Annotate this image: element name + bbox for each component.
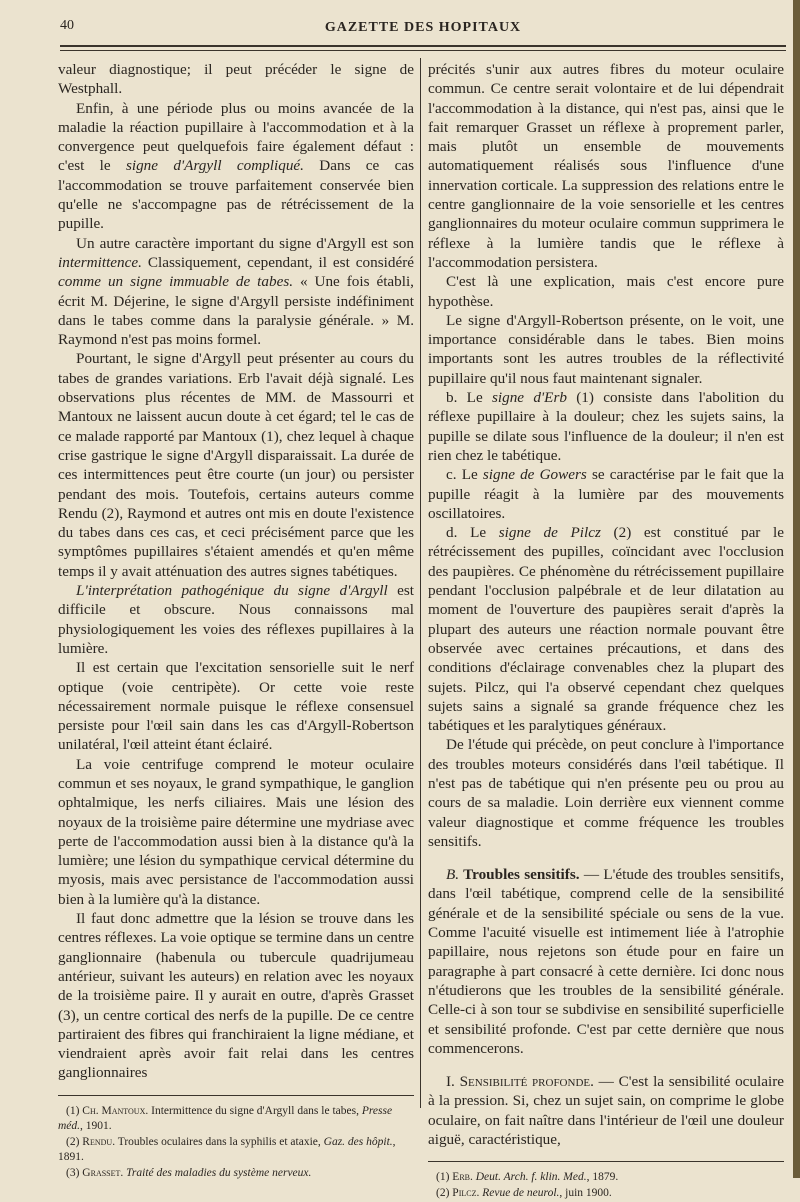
paragraph: Un autre caractère important du signe d'Argyll est son intermittence. Classiquement, cependant, il est considéré comme un signe immuable de tabes. « Une fois établi, écrit M. Déjerine, le signe d'Argyll persiste indéfiniment dans le tabes comme dans la paralysie générale. » M. Raymond n'est pas moins formel. xyxy=(58,234,414,349)
left-column xyxy=(58,60,414,1182)
paragraph: d. Le signe de Pilcz (2) est constitué par le rétrécissement des pupilles, coïncidant avec l'occlusion des paupières. Ce phénomène du rétrécissement pupillaire pendant l'occlusion palpébrale et de leur dilatation au moment de l'ouverture des paupières serait d'après la plupart des auteurs une réaction normale pouvant être observée avec certaines précautions, et dans des conditions d'éclairage convenables chez la plupart des sujets. Pilcz, qui l'a observé cependant chez quelques sujets sains a signalé sa grande fréquence chez les tabétiques et les paralytiques généraux. xyxy=(428,524,784,735)
page-edge-shadow xyxy=(793,0,800,1178)
column-divider xyxy=(420,58,421,1108)
paragraph: La voie centrifuge comprend le moteur oculaire commun et ses noyaux, le grand sympathique, le ganglion ophtalmique, les nerfs ciliaires. Mais une lésion des noyaux de la troisième paire détermine une mydriase avec perte de l'accommodation aussi bien à la distance qu'à la lumière; une lésion du sympathique cervical détermine du myosis, mais avec persistance de l'accommodation aussi bien à la lumière qu'à la distance. xyxy=(58,755,414,908)
section-heading-paragraph: B. Troubles sensitifs. — L'étude des troubles sensitifs, dans l'œil tabétique, comprend celle de la sensibilité générale et de la sensibilité spéciale ou sens de la vue. Comme l'acuité visuelle est intimement liée à l'atrophie papillaire, nous rejetons son étude pour en faire un paragraphe à part consacré à cette dernière. Ici donc nous n'étudierons que les troubles de la sensibilité générale. Celle-ci à son tour se subdivise en sensibilité superficielle et sensibilité profonde. C'est par cette dernière que nous commencerons. xyxy=(428,866,784,1057)
journal-title: GAZETTE DES HOPITAUX xyxy=(324,20,522,35)
footnotes xyxy=(58,1104,414,1181)
footnote: (2) Pilcz. Revue de neurol., juin 1900. xyxy=(436,1187,612,1200)
paragraph: valeur diagnostique; il peut précéder le signe de Westphall. xyxy=(58,61,414,98)
footnote: (3) Grasset. Traité des maladies du système nerveux. xyxy=(66,1166,312,1179)
footnotes xyxy=(428,1170,784,1201)
paragraph: Le signe d'Argyll-Robertson présente, on le voit, une importance considérable dans le tabes. Bien moins importants sont les autres troubles de la réflectivité pupillaire qu'il nous faut maintenant signaler. xyxy=(428,311,784,387)
page-header xyxy=(60,18,786,42)
paragraph: C'est là une explication, mais c'est encore pure hypothèse. xyxy=(428,273,784,310)
paragraph: b. Le signe d'Erb (1) consiste dans l'abolition du réflexe pupillaire à la douleur; chez les sujets sains, la pupille se dilate sous l'influence de la douleur; il n'en est rien chez le tabétique. xyxy=(428,389,784,464)
paragraph: c. Le signe de Gowers se caractérise par le fait que la pupille réagit à la lumière par des mouvements oscillatoires. xyxy=(428,466,784,522)
paragraph: précités s'unir aux autres fibres du moteur oculaire commun. Ce centre serait volontaire et de lui dépendrait l'accommodation à la distance, qui n'est pas, ainsi que le fait remarquer Grasset un réflexe à proprement parler, mais plutôt un ensemble de mouvements automatiquement réalisés sous l'influence d'une innervation corticale. La suppression des relations entre le centre ganglionnaire de la voie sensorielle et les centres ganglionnaires du moteur oculaire commun supprimera le réflexe à la lumière tandis que le réflexe à l'accommodation persistera. xyxy=(428,61,784,271)
page-number: 40 xyxy=(60,18,74,33)
header-rule-thin xyxy=(60,50,786,51)
footnote: (1) Erb. Deut. Arch. f. klin. Med., 1879. xyxy=(436,1171,619,1184)
paragraph: De l'étude qui précède, on peut conclure à l'importance des troubles moteurs considérés dans l'œil tabétique. Il n'est pas de tabétique qui n'en présente peu ou prou au cours de sa maladie. Loin derrière eux viennent comme valeur diagnostique et comme fréquence les troubles sensitifs. xyxy=(428,736,784,850)
paragraph: I. Sensibilité profonde. — C'est la sensibilité oculaire à la pression. Si, chez un sujet sain, on comprime le globe oculaire, on fait naître dans l'intérieur de l'œil une douleur aiguë, caractéristique, xyxy=(428,1073,784,1149)
paragraph: Enfin, à une période plus ou moins avancée de la maladie la réaction pupillaire à l'accommodation et à la convergence peut quelquefois faire également défaut : c'est le signe d'Argyll compliqué. Dans ce cas l'accommodation se trouve parfaitement conservée bien qu'elle ne s'accompagne pas de rétrécissement de la pupille. xyxy=(58,99,414,233)
footnote: (2) Rendu. Troubles oculaires dans la syphilis et ataxie, Gaz. des hôpit., 1891. xyxy=(58,1135,396,1163)
paragraph: L'interprétation pathogénique du signe d'Argyll est difficile et obscure. Nous connaissons mal physiologiquement les voies des réflexes pupillaires à la lumière. xyxy=(58,582,414,657)
paragraph: Il est certain que l'excitation sensorielle suit le nerf optique (voie centripète). Or cette voie reste nécessairement normale puisque le réflexe consensuel persiste pour l'œil sain dans les cas d'Argyll-Robertson unilatéral, l'œil atteint étant éclairé. xyxy=(58,659,414,754)
footnote-rule xyxy=(58,1095,414,1096)
paragraph: Pourtant, le signe d'Argyll peut présenter au cours du tabes de grandes variations. Erb l'avait déjà signalé. Les observations plus récentes de MM. de Massourri et Mantoux ne laissent aucun doute à cet égard; tel le cas de ce malade rapporté par Mantoux (1), chez lequel à chaque crise gastrique le signe d'Argyll disparaissait. La durée de ces intermittences peut être courte (un jour) ou persister pendant des mois. Toutefois, certains auteurs comme Rendu (2), Raymond et autres ont mis en doute l'existence du tabes dans ces cas, et ceci précisément parce que les symptômes pupillaires s'étaient amendés et qu'en même temps il y avait atténuation des autres signes tabétiques. xyxy=(58,350,414,580)
header-rule xyxy=(60,45,786,47)
right-column xyxy=(428,60,784,1202)
footnote-rule xyxy=(428,1161,784,1162)
paragraph: Il faut donc admettre que la lésion se trouve dans les centres réflexes. La voie optique se termine dans un centre ganglionnaire (habenula ou tubercule quadrijumeau antérieur, suivant les auteurs) en relation avec les noyaux de la troisième paire. Il y aurait en outre, d'après Grasset (3), un centre cortical des nerfs de la pupille. De ce centre partiraient des fibres qui franchiraient la ligne médiane, et viendraient après avoir fait relai dans les centres ganglionnaires xyxy=(58,910,414,1082)
footnote: (1) Ch. Mantoux. Intermittence du signe d'Argyll dans le tabes, Presse méd., 1901. xyxy=(58,1104,393,1132)
